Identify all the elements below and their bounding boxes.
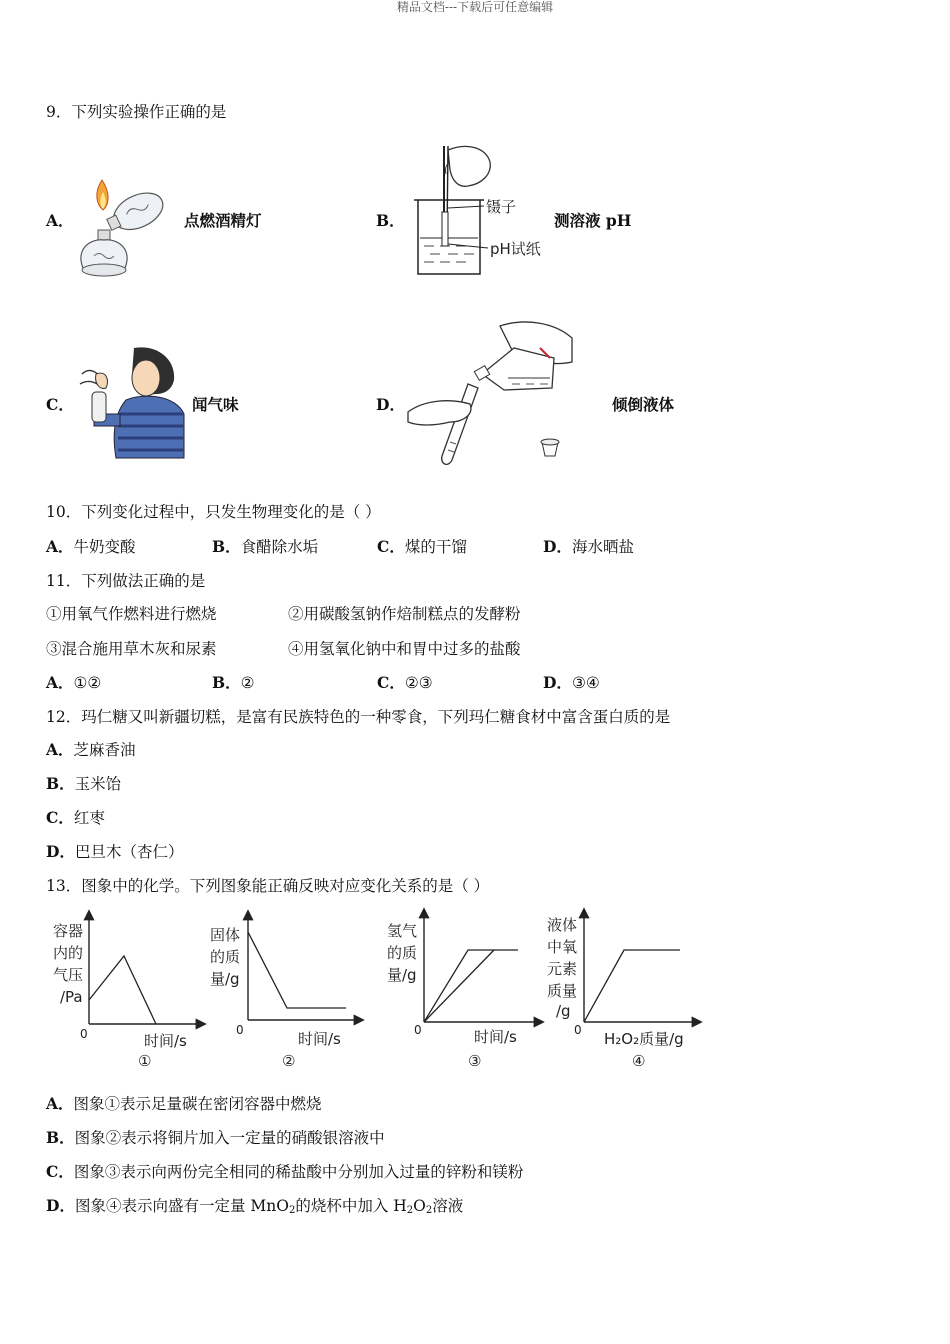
q11-option-b[interactable]: B．② (212, 673, 255, 692)
graph-1-ylabel-1: 容器 (53, 922, 84, 940)
graph-4-ylabel-2: 中氧 (547, 938, 578, 956)
graph-4-ylabel-3: 元素 (547, 960, 578, 978)
q13-option-a[interactable]: A．图象①表示足量碳在密闭容器中燃烧 (46, 1094, 322, 1113)
q12-stem: 12．玛仁糖又叫新疆切糕，是富有民族特色的一种零食，下列玛仁糖食材中富含蛋白质的是 (46, 708, 671, 726)
q9-option-b-letter[interactable]: B． (376, 211, 405, 230)
graph-1-marker: ① (138, 1052, 152, 1070)
q9-stem: 9．下列实验操作正确的是 (46, 103, 227, 121)
graph-2-origin: 0 (236, 1023, 244, 1037)
graph-4-xlabel: H₂O₂质量/g (604, 1030, 684, 1048)
pouring-liquid-illustration (404, 318, 580, 468)
q9-option-c-letter[interactable]: C． (46, 395, 74, 414)
q13-stem: 13．图象中的化学。下列图象能正确反映对应变化关系的是（ ） (46, 877, 490, 895)
graph-3-ylabel-3: 量/g (387, 966, 417, 984)
graph-1-xlabel: 时间/s (144, 1032, 187, 1050)
q11-item-1: ①用氧气作燃料进行燃烧 (46, 605, 217, 623)
graph-4-ylabel-5: /g (556, 1002, 571, 1020)
q9-option-b-caption: 测溶液 pH (554, 211, 632, 230)
tweezers-label: 镊子 (486, 198, 517, 216)
ph-test-illustration (408, 140, 558, 280)
q9-option-a-letter[interactable]: A． (46, 211, 74, 230)
graph-4-ylabel-4: 质量 (547, 982, 578, 1000)
q9-option-d-letter[interactable]: D． (376, 395, 405, 414)
q13-option-b[interactable]: B．图象②表示将铜片加入一定量的硝酸银溶液中 (46, 1128, 385, 1147)
q11-stem: 11．下列做法正确的是 (46, 572, 206, 590)
graph-1-ylabel-2: 内的 (53, 944, 84, 962)
graph-1-ylabel-3: 气压 (53, 966, 84, 984)
q13-graphs (44, 906, 724, 1076)
q12-option-c[interactable]: C．红枣 (46, 808, 105, 827)
graph-2-ylabel-3: 量/g (210, 970, 240, 988)
graph-4-curve (584, 950, 680, 1022)
graph-3-origin: 0 (414, 1023, 422, 1037)
graph-1-origin: 0 (80, 1027, 88, 1041)
q9-option-a-caption: 点燃酒精灯 (184, 211, 262, 230)
q12-option-d[interactable]: D．巴旦木（杏仁） (46, 842, 184, 861)
q11-item-3: ③混合施用草木灰和尿素 (46, 640, 217, 658)
q10-option-b[interactable]: B．食醋除水垢 (212, 537, 319, 556)
graph-4-ylabel-1: 液体 (547, 916, 578, 934)
graph-3-marker: ③ (468, 1052, 482, 1070)
q11-item-2: ②用碳酸氢钠作焙制糕点的发酵粉 (288, 605, 521, 623)
graph-3-curve-fast (424, 950, 518, 1022)
graph-3-xlabel: 时间/s (474, 1028, 517, 1046)
graph-3-curve-slow (424, 950, 494, 1022)
graph-4 (547, 910, 700, 1070)
q13-option-d[interactable]: D．图象④表示向盛有一定量 MnO$_2$的烧杯中加入 $H_2O_2$溶液 (46, 1196, 464, 1216)
graph-2 (210, 912, 362, 1070)
graph-2-ylabel-2: 的质 (210, 948, 241, 966)
graph-2-marker: ② (282, 1052, 296, 1070)
q11-option-d[interactable]: D．③④ (543, 673, 600, 692)
q11-item-4: ④用氢氧化钠中和胃中过多的盐酸 (288, 640, 521, 658)
q9-option-d-caption: 倾倒液体 (612, 395, 675, 414)
q11-option-a[interactable]: A．①② (46, 673, 102, 692)
graph-3 (387, 910, 542, 1070)
q10-option-d[interactable]: D．海水晒盐 (543, 537, 634, 556)
ph-paper-label: pH试纸 (490, 240, 541, 258)
graph-2-ylabel-1: 固体 (210, 926, 241, 944)
graph-1-curve (89, 956, 156, 1024)
graph-3-ylabel-2: 的质 (387, 944, 418, 962)
q13-option-c[interactable]: C．图象③表示向两份完全相同的稀盐酸中分别加入过量的锌粉和镁粉 (46, 1162, 524, 1181)
graph-2-xlabel: 时间/s (298, 1030, 341, 1048)
graph-4-origin: 0 (574, 1023, 582, 1037)
alcohol-lamp-illustration (70, 172, 170, 280)
q10-option-c[interactable]: C．煤的干馏 (377, 537, 467, 556)
graph-2-curve (248, 932, 346, 1008)
graph-1-ylabel-4: /Pa (60, 988, 83, 1006)
graph-3-ylabel-1: 氢气 (387, 922, 418, 940)
q10-stem: 10．下列变化过程中，只发生物理变化的是（ ） (46, 503, 381, 521)
q12-option-b[interactable]: B．玉米饴 (46, 774, 122, 793)
graph-1 (53, 912, 204, 1070)
q12-option-a[interactable]: A．芝麻香油 (46, 740, 136, 759)
graph-4-marker: ④ (632, 1052, 646, 1070)
smelling-illustration (76, 344, 188, 462)
page-header: 精品文档---下载后可任意编辑 (396, 0, 554, 14)
q11-option-c[interactable]: C．②③ (377, 673, 433, 692)
q10-option-a[interactable]: A．牛奶变酸 (46, 537, 136, 556)
q9-option-c-caption: 闻气味 (192, 395, 239, 414)
